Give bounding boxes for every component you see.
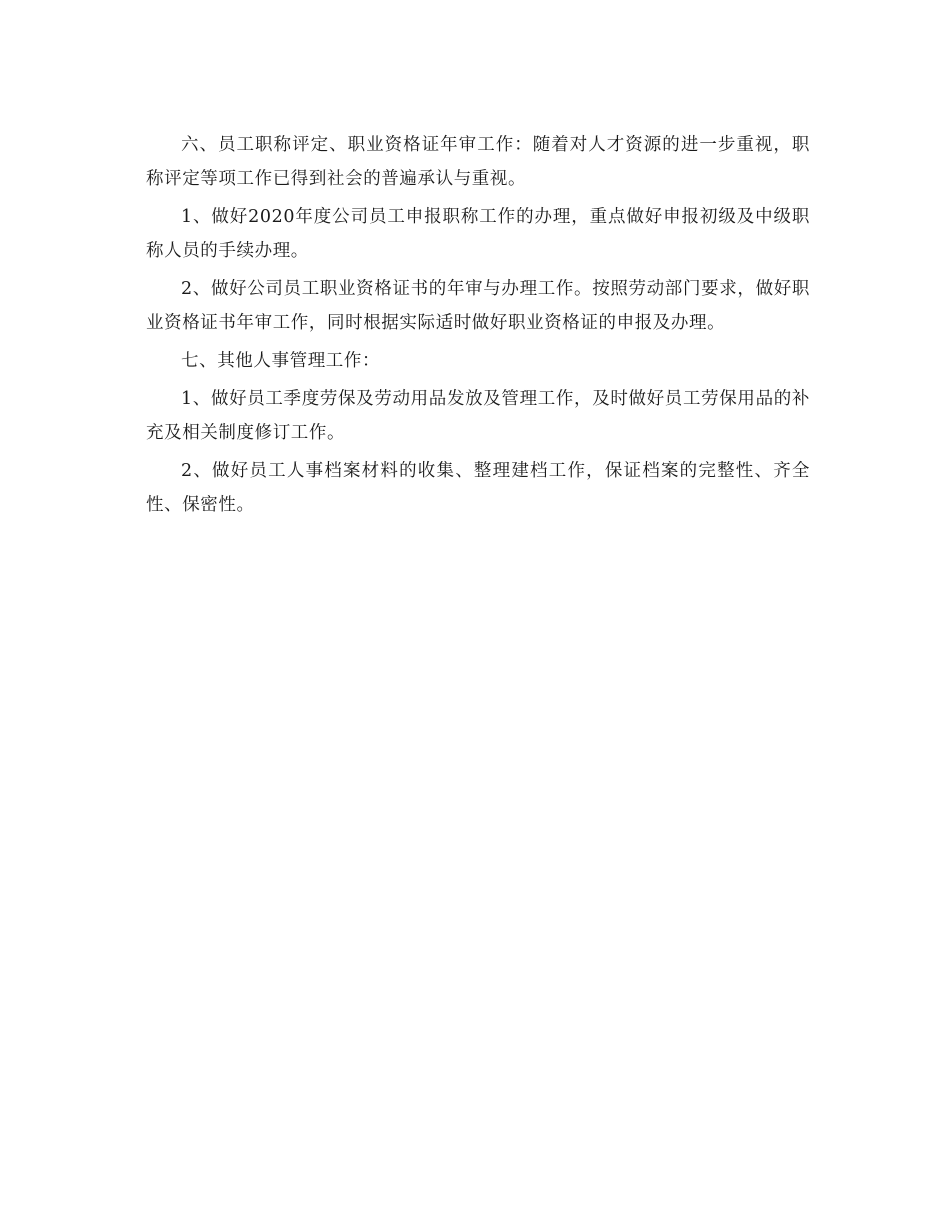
list-item: 1、做好2020年度公司员工申报职称工作的办理，重点做好申报初级及中级职称人员的手续办理。 xyxy=(146,207,810,261)
list-item: 2、做好员工人事档案材料的收集、整理建档工作，保证档案的完整性、齐全性、保密性。 xyxy=(146,461,810,515)
section-heading-7: 七、其他人事管理工作： xyxy=(181,351,381,371)
list-item: 1、做好员工季度劳保及劳动用品发放及管理工作，及时做好员工劳保用品的补充及相关制度修订工作。 xyxy=(146,389,810,443)
list-item: 2、做好公司员工职业资格证书的年审与办理工作。按照劳动部门要求，做好职业资格证书年审工作，同时根据实际适时做好职业资格证的申报及办理。 xyxy=(146,279,810,333)
document-body xyxy=(146,128,810,526)
section-heading-6: 六、员工职称评定、职业资格证年审工作：随着对人才资源的进一步重视，职称评定等项工作已得到社会的普遍承认与重视。 xyxy=(146,135,810,189)
